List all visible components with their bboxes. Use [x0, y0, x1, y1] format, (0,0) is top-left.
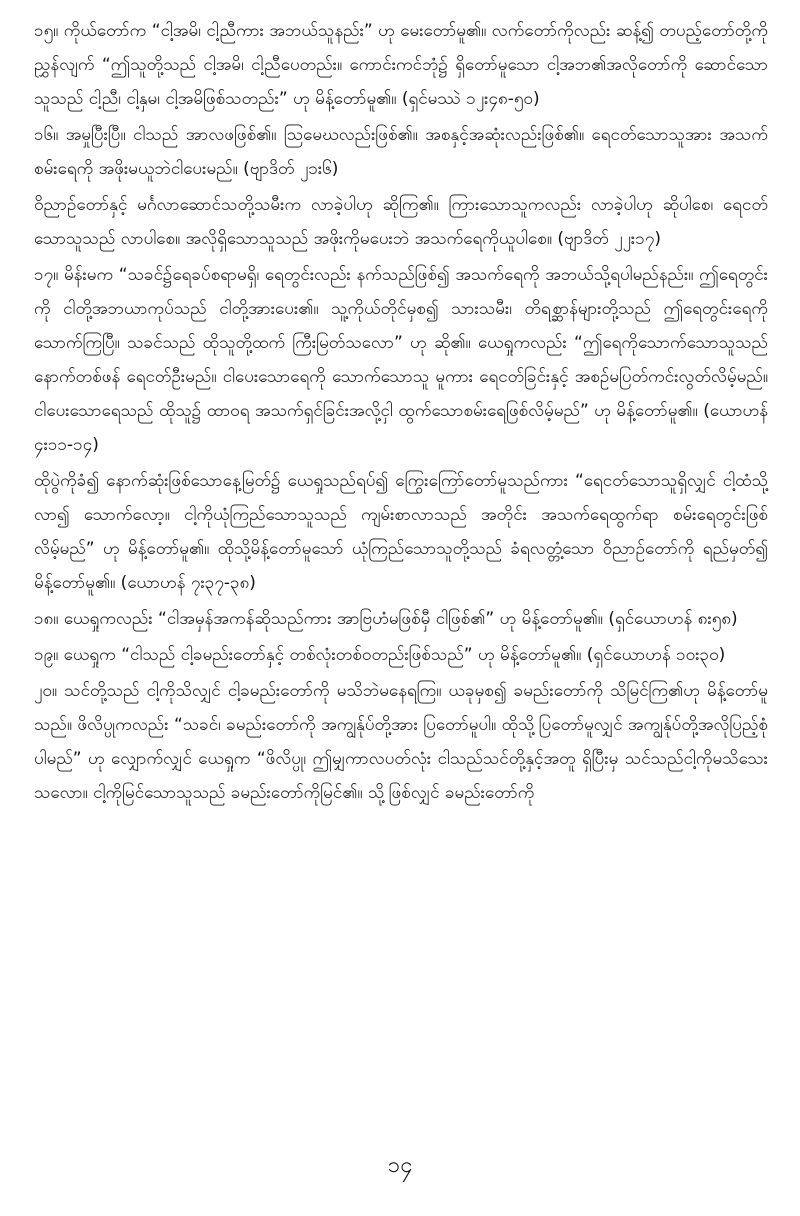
paragraph-20: ၂၀။ သင်တို့သည် ငါ့ကိုသိလျှင် ငါ့ခမည်းတော်ကို မသိဘဲမနေရကြ။ ယခုမှစ၍ ခမည်းတော်ကို သိမြင်ကြ၏ဟု မိန့်တော်မူသည်။ ဖိလိပ္ပုကလည်း “သခင်၊ ခမည်းတော်ကို အကျွန်ုပ်တို့အား ပြတော်မူပါ။ ထိုသို့ပြတော်မူလျှင် အကျွန်ုပ်တို့အလိုပြည့်စုံပါမည်” ဟု လျှောက်လျှင် ယေရှုက “ဖိလိပ္ပု၊ ဤမျှကာလပတ်လုံး ငါသည်သင်တို့နှင့်အတူ ရှိပြီးမှ သင်သည်ငါ့ကိုမသိသေးသလော။ ငါ့ကိုမြင်သောသူသည် ခမည်းတော်ကိုမြင်၏။ သို့ဖြစ်လျှင် ခမည်းတော်ကို — [34, 681, 768, 803]
document-body — [34, 14, 768, 810]
paragraph-18: ၁၈။ ယေရှုကလည်း “ငါအမှန်အကန်ဆိုသည်ကား အာဗြဟံမဖြစ်မှီ ငါဖြစ်၏” ဟု မိန့်တော်မူ၏။ (ရှင်ယောဟန် ၈း၅၈) — [34, 609, 738, 629]
paragraph-16-continued: ဝိညာဉ်တော်နှင့် မင်္ဂလာဆောင်သတို့သမီးက လာခဲ့ပါဟု ဆိုကြ၏။ ကြားသောသူကလည်း လာခဲ့ပါဟု ဆိုပါစေ၊ ရေငတ်သောသူသည် လာပါစေ။ အလိုရှိသောသူသည် အဖိုးကိုမပေးဘဲ အသက်ရေကိုယူပါစေ။ (ဗျာဒိတ် ၂၂း၁၇) — [34, 195, 768, 249]
page-number: ၁၄ — [387, 1153, 413, 1178]
paragraph-17-continued: ထိုပွဲကိုခံ၍ နောက်ဆုံးဖြစ်သောနေ့မြတ်၌ ယေရှုသည်ရပ်၍ ကြွေးကြော်တော်မူသည်ကား “ရေငတ်သောသူရှိလျှင် ငါ့ထံသို့လာ၍ သောက်လော့။ ငါ့ကိုယုံကြည်သောသူသည် ကျမ်းစာလာသည် အတိုင်း အသက်ရေထွက်ရာ စမ်းရေတွင်းဖြစ်လိမ့်မည်” ဟု မိန့်တော်မူ၏။ ထိုသို့မိန့်တော်မူသော် ယုံကြည်သောသူတို့သည် ခံရလတ္တံ့သော ဝိညာဉ်တော်ကို ရည်မှတ်၍ မိန့်တော်မူ၏။ (ယောဟန် ၇း၃၇-၃၈) — [34, 471, 768, 593]
paragraph-17: ၁၇။ မိန်းမက “သခင်၌ရေခပ်စရာမရှိ၊ ရေတွင်းလည်း နက်သည်ဖြစ်၍ အသက်ရေကို အဘယ်သို့ရပါမည်နည်း။ ဤရေတွင်းကို ငါတို့အဘယာကုပ်သည် ငါတို့အားပေး၏။ သူ့ကိုယ်တိုင်မှစ၍ သားသမီး၊ တိရစ္ဆာန်များတို့သည် ဤရေတွင်းရေကို သောက်ကြပြီ။ သခင်သည် ထိုသူတို့ထက် ကြီးမြတ်သလော” ဟု ဆို၏။ ယေရှုကလည်း “ဤရေကိုသောက်သောသူသည် နောက်တစ်ဖန် ရေငတ်ဦးမည်။ ငါပေးသောရေကို သောက်သောသူ မူကား ရေငတ်ခြင်းနှင့် အစဉ်မပြတ်ကင်းလွတ်လိမ့်မည်။ ငါပေးသောရေသည် ထိုသူ၌ ထာဝရ အသက်ရှင်ခြင်းအလို့ငှါ ထွက်သောစမ်းရေဖြစ်လိမ့်မည်” ဟု မိန့်တော်မူ၏။ (ယောဟန် ၄း၁၁-၁၄) — [34, 265, 768, 455]
paragraph-19: ၁၉။ ယေရှုက “ငါသည် ငါ့ခမည်းတော်နှင့် တစ်လုံးတစ်ဝတည်းဖြစ်သည်” ဟု မိန့်တော်မူ၏။ (ရှင်ယောဟန် ၁၀း၃၀) — [34, 645, 726, 665]
paragraph-15: ၁၅။ ကိုယ်တော်က “ငါ့အမိ၊ ငါ့ညီကား အဘယ်သူနည်း” ဟု မေးတော်မူ၏။ လက်တော်ကိုလည်း ဆန့်၍ တပည့်တော်တို့ကိုညွှန်လျက် “ဤသူတို့သည် ငါ့အမိ၊ ငါ့ညီပေတည်း။ ကောင်းကင်ဘုံ၌ ရှိတော်မူသော ငါ့အဘ၏အလိုတော်ကို ဆောင်သောသူသည် ငါ့ညီ၊ ငါ့နှမ၊ ငါ့အမိဖြစ်သတည်း” ဟု မိန့်တော်မူ၏။ (ရှင်မဿဲ ၁၂း၄၈-၅၀) — [34, 21, 768, 109]
paragraph-16: ၁၆။ အမှုပြီးပြီ။ ငါသည် အာလဖဖြစ်၏။ ဩမေဃလည်းဖြစ်၏။ အစနှင့်အဆုံးလည်းဖြစ်၏။ ရေငတ်သောသူအား အသက်စမ်းရေကို အဖိုးမယူဘဲငါပေးမည်။ (ဗျာဒိတ် ၂၁း၆) — [34, 125, 768, 179]
